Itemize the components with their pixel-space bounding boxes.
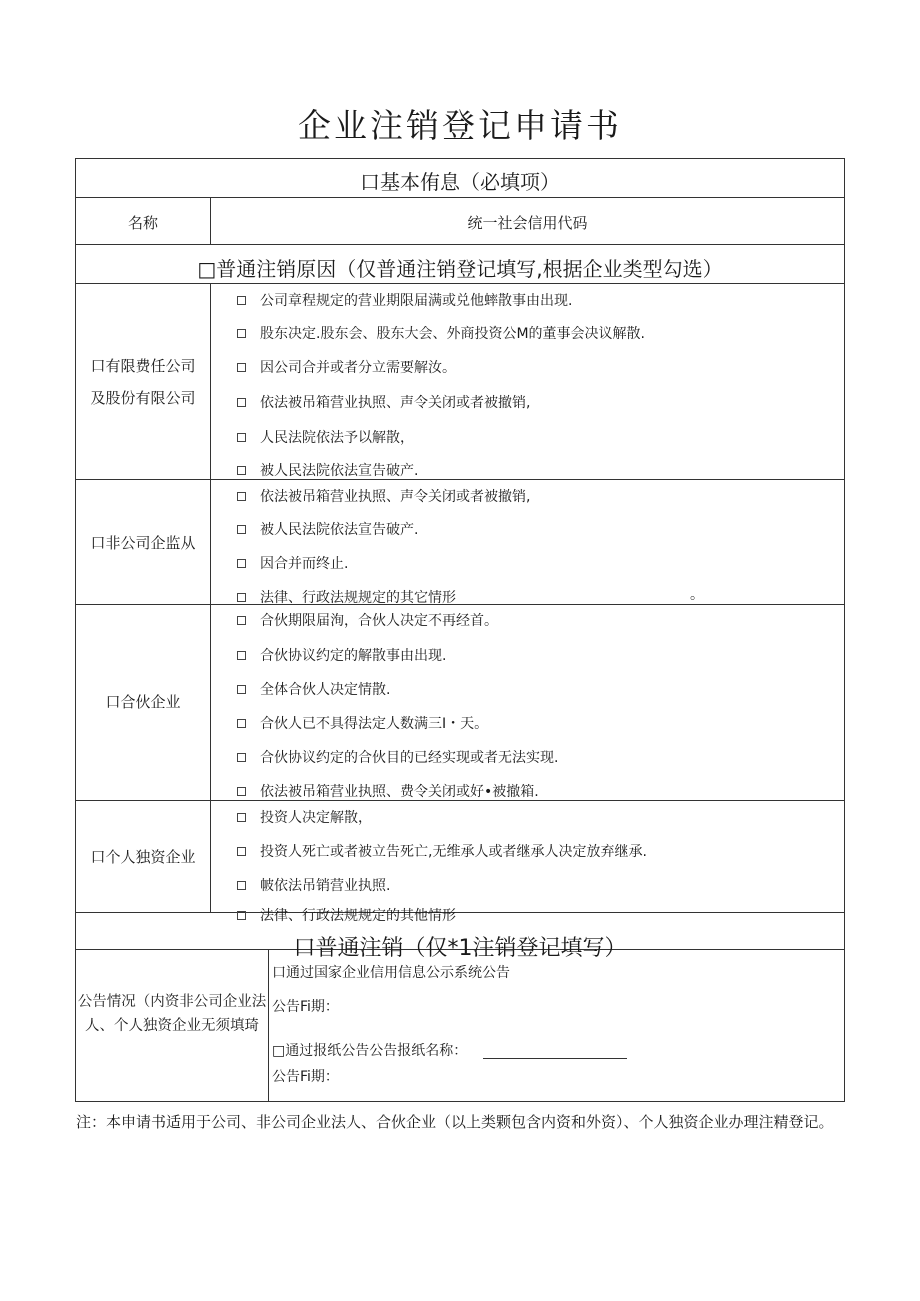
checkbox[interactable] [237,593,246,602]
category-partnership-options [211,605,844,800]
reason-option[interactable] [232,587,456,607]
reason-option[interactable] [232,645,446,665]
basic-info-heading: 口基本侑息（必填项） [360,170,560,194]
reason-option-label: 人民法院依法予以解散， [260,430,414,446]
checkbox[interactable] [237,787,246,796]
reason-option[interactable] [232,392,530,412]
reason-option[interactable] [232,519,418,539]
reason-option-label: 依法被吊箱营业执照、费令关闭或好•被撤箱. [260,784,539,800]
reason-option[interactable] [232,841,647,861]
reason-option-label: 投资人决定解散， [260,810,372,826]
newspaper-option-label: □通过报纸公告公告报纸名称： [272,1043,468,1059]
category-non-company [76,527,210,559]
checkbox[interactable] [237,881,246,890]
reason-option-label: 合伙人已不具得法定人数满三I・天。 [260,716,489,732]
reason-option-label: 全体合伙人决定情散. [260,682,391,698]
reason-option-label: 因合并而终止. [260,556,349,572]
reason-option-label: 依法被吊箱营业执照、声令关闭或者被撤销, [260,489,531,505]
announcement-option-newspaper[interactable] [272,1040,627,1060]
reason-option-label: 依法被吊箱营业执照、声令关闭或者被撤销, [260,395,531,411]
checkbox[interactable] [237,492,246,501]
reason-option[interactable] [232,357,456,377]
reason-option-label: 股东决定.股东会、股东大会、外商投资公M的董事会决议解散. [260,326,645,342]
checkbox[interactable] [237,433,246,442]
name-label: 名称 [127,214,158,232]
checkbox[interactable] [237,813,246,822]
checkbox[interactable] [237,296,246,305]
table-border-right [844,158,845,1102]
checkbox[interactable] [237,753,246,762]
checkbox[interactable] [237,363,246,372]
form-title: 企业注销登记申请书 [298,106,622,145]
table-border-top [75,158,845,159]
reason-option-label: 法律、行政法规规定的其它情形 [260,590,456,606]
reason-option-label: 合伙协议约定的解散事由出现. [260,648,447,664]
checkbox[interactable] [237,559,246,568]
reason-option[interactable] [232,323,645,343]
general-reason-heading: □普通注销原因（仅普通注销登记填写,根据企业类型勾选） [197,257,723,281]
category-limited-company [76,350,210,414]
checkbox[interactable] [237,651,246,660]
reason-option-label: 公司章程规定的营业期限届满或兑他蟀散事由出现. [260,293,573,309]
category-partnership [76,686,210,718]
reason-option[interactable] [232,610,498,630]
announcement-label: 公告情况（内资非公司企业法人、个人独资企业无须填琦 [77,994,267,1034]
trailing-mark: 。 [690,587,704,603]
category-label: 口非公司企监从 [90,534,196,552]
category-label: 口有限费任公司 [90,357,196,375]
category-label: 及股份有限公司 [90,389,196,407]
category-label: 口合伙企业 [105,693,181,711]
reason-option[interactable] [232,875,390,895]
category-sole-proprietorship-options [211,801,844,924]
announcement-date-2: 公告Fi期： [272,1069,339,1085]
reason-option[interactable] [232,290,572,310]
general-cancel-row [76,913,844,961]
newspaper-name-field[interactable] [483,1044,627,1059]
reason-option[interactable] [232,807,372,827]
announcement-option-system[interactable]: 口通过国家企业信用信息公示系统公告 [272,965,510,981]
checkbox[interactable] [237,847,246,856]
category-limited-company-options [211,284,844,479]
reason-option-label: 因公司合并或者分立需要解汝。 [260,360,456,376]
reason-option[interactable] [232,679,390,699]
reason-option[interactable] [232,713,488,733]
reason-option-label: 被人民法院依法宣告破产. [260,522,419,538]
row-divider [75,244,845,245]
column-divider [268,949,269,1101]
announcement-date-1: 公告Fi期： [272,999,339,1015]
reason-option-label: 投资人死亡或者被立告死亡,无维承人或者继承人决定放弃继承. [260,844,647,860]
credit-code-label: 统一社会信用代码 [467,214,588,232]
row-divider [75,197,845,198]
reason-option[interactable] [232,553,348,573]
checkbox[interactable] [237,685,246,694]
footnote: 注：本申请书适用于公司、非公司企业法人、合伙企业（以上类颗包含内资和外资）、个人独资企业办理注精登记。 [76,1113,834,1131]
category-non-company-options [211,480,844,604]
reason-option[interactable] [232,781,539,801]
checkbox[interactable] [237,719,246,728]
table-border-bottom [75,1101,845,1102]
reason-option[interactable] [232,460,418,480]
reason-option-label: 合伙协议约定的合伙目的已经实现或者无法实现. [260,750,559,766]
checkbox[interactable] [237,466,246,475]
checkbox[interactable] [237,398,246,407]
reason-option-label: 被人民法院依法宣告破产. [260,463,419,479]
checkbox[interactable] [237,616,246,625]
reason-option-label: 法律、行政法规规定的其他情形 [260,908,456,924]
reason-option[interactable] [232,747,558,767]
reason-option-label: 帔依法吊销营业执照. [260,878,391,894]
reason-option[interactable] [232,427,414,447]
checkbox[interactable] [237,329,246,338]
general-cancel-heading: 口普通注销（仅*1注销登记填写） [293,936,627,961]
checkbox[interactable] [237,525,246,534]
category-label: 口个人独资企业 [90,848,196,866]
reason-option[interactable] [232,486,530,506]
reason-option-label: 合伙期限届洵，合伙人决定不再经首。 [260,613,498,629]
category-sole-proprietorship [76,841,210,873]
